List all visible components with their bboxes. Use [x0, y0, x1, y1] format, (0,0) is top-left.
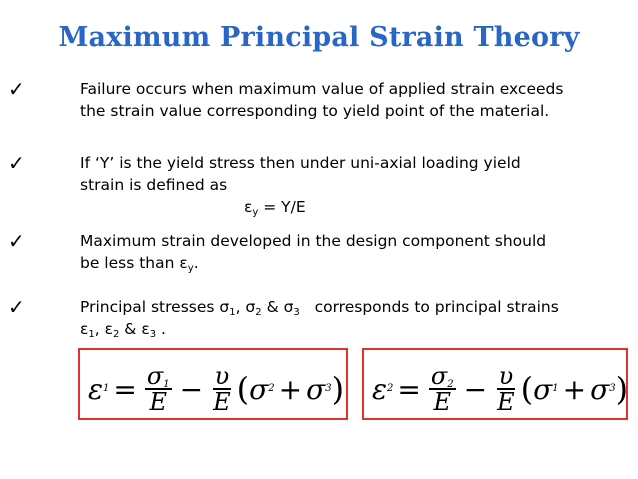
checkmark-icon: ✓ [8, 151, 25, 175]
checkmark-icon: ✓ [8, 229, 25, 253]
slide-title: Maximum Principal Strain Theory [58, 22, 580, 53]
checkmark-icon: ✓ [8, 77, 25, 101]
bullet-4-text: Principal stresses $\sigma_1$, $\sigma_2$ & $\sigma_3$ corresponds to principal strains $\varepsilon_1$, $\varepsilon_2$ & $\varepsilon_3$ . [80, 298, 559, 340]
bullet-3-text: Maximum strain developed in the design component should be less than $\varepsilon_y$. [80, 232, 547, 274]
strain-equation-2: ε 2 = $\frac{\sigma_2}{E}$ − $\frac{\upsilon}{E}$ ( σ 1 + σ 3 ) [372, 362, 629, 416]
checkmark-icon: ✓ [8, 295, 25, 319]
equation-box-1 [78, 348, 348, 420]
bullet-1-text: Failure occurs when maximum value of applied strain exceeds the strain value corresponding to yield point of the material. [80, 80, 564, 120]
yield-strain-equation: $\varepsilon_y = Y/E$ [244, 198, 306, 218]
strain-equation-1: ε 1 = $\frac{\sigma_1}{E}$ − $\frac{\upsilon}{E}$ ( σ 2 + σ 3 ) [88, 362, 345, 416]
bullet-2-text: If ‘Y’ is the yield stress then under uni-axial loading yield strain is defined as [80, 154, 521, 194]
equation-box-2 [362, 348, 628, 420]
